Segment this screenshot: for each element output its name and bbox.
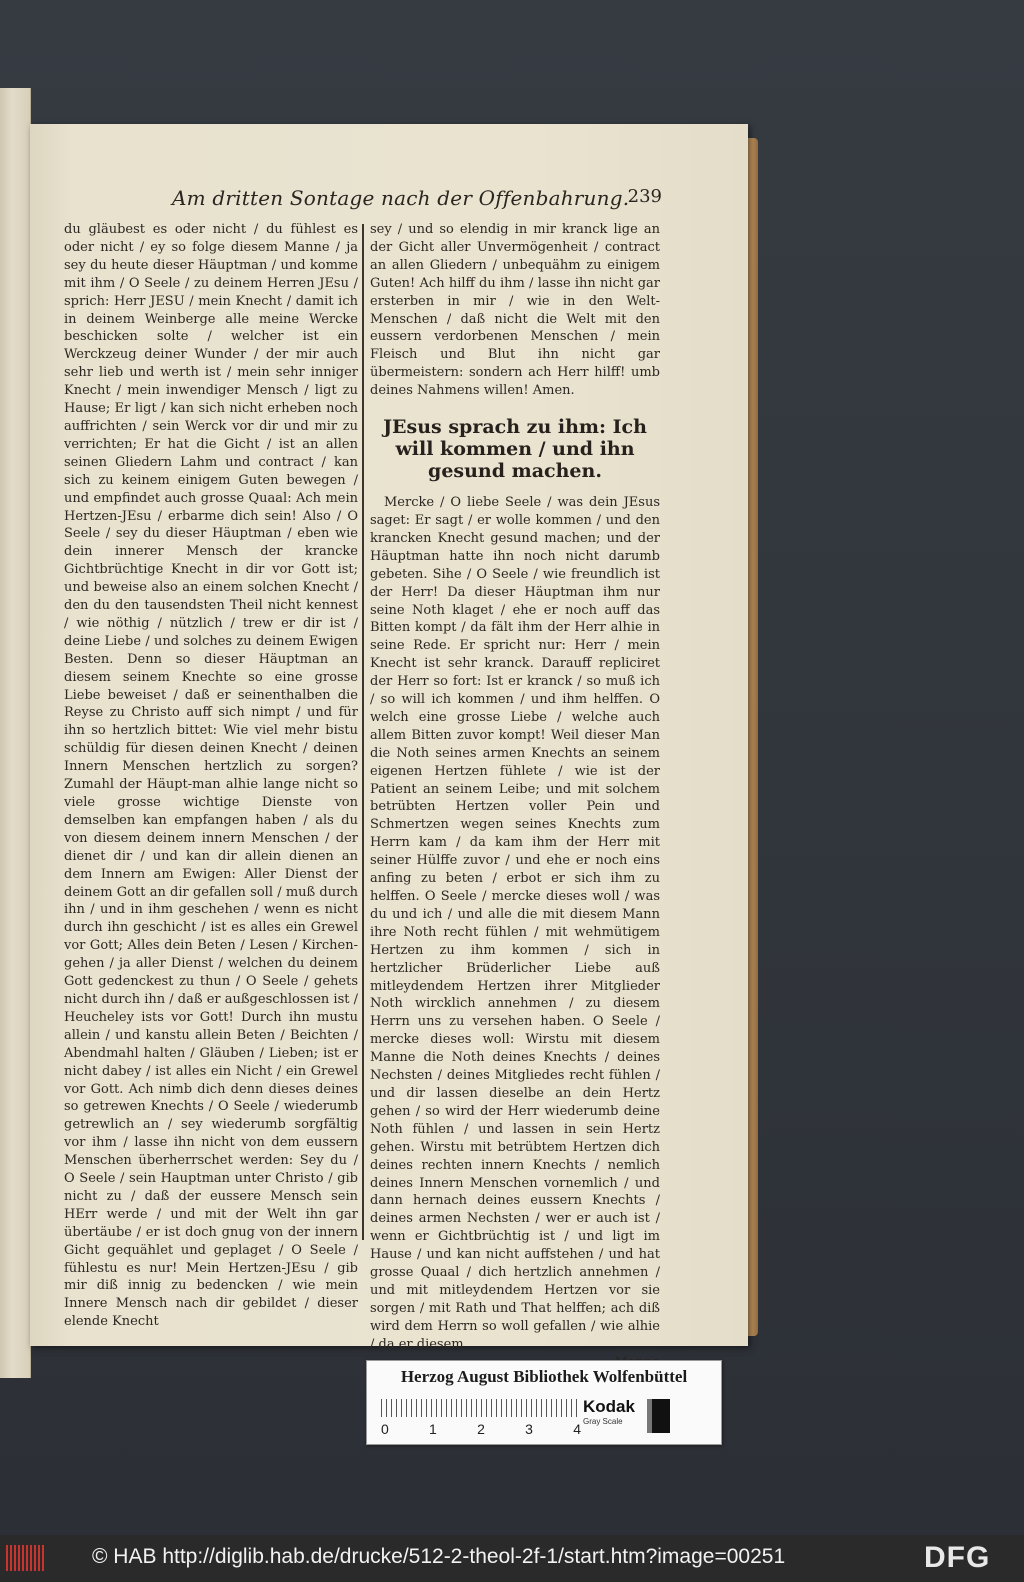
- footer-url[interactable]: © HAB http://diglib.hab.de/drucke/512-2-theol-2f-1/start.htm?image=00251: [92, 1545, 786, 1568]
- column-divider: [362, 224, 364, 1240]
- ruler-numbers: [381, 1421, 581, 1437]
- kodak-label: Kodak: [583, 1397, 635, 1416]
- footer-bar: [0, 1535, 1024, 1582]
- ruler-number: 4: [573, 1421, 581, 1437]
- ruler-number: 0: [381, 1421, 389, 1437]
- commentary-paragraph: Mercke / O liebe Seele / was dein JEsus saget: Er sagt / er wolle kommen / und den krancken Knecht gesund machen; und der Häuptman hatte ihn noch nicht darumb gebeten. Sihe / O Seele / wie freundlich ist der Herr! Da dieser Häuptman ihm nur seine Noth klaget / ehe er noch auff das Bitten kompt / da fält ihm der Herr alhie in seine Rede. Er spricht nur: Herr / mein Knecht ist sehr kranck. Darauff repliciret der Herr so fort: Ist er kranck / so muß ich / so will ich kommen / und ihm helffen. O welch eine grosse Liebe / welche auch allem Bitten zuvor kompt! Weil dieser Man die Noth seines armen Knechts an seinem eigenen Hertzen fühlete / wie ist der Patient an seinem Leibe; und mit solchem betrübten Hertzen voller Pein und Schmertzen wegen seines Knechts zum Herrn kam / da kam ihm der Herr mit seiner Hülffe zuvor / und ehe er noch eins anfing zu beten / erbot er sich ihm zu helffen. O Seele / mercke dieses woll / was du und ich / und alle die mit diesem Mann ihre Noth recht fühlen / mit wehmütigem Hertzen zu ihm kommen / sich in hertzlicher Brüderlicher Liebe auß mitleydendem Hertzen ihrer Mitglieder Noth wircklich annehmen / zu diesem Herrn uns zu versehen haben. O Seele / mercke dieses woll: Wirstu mit diesem Manne die Noth deines Knechts / deines Nechsten / deines Mitgliedes recht fühlen / und dir lassen dieselbe an dein Hertz gehen / so wird der Herr wiederumb deine Noth fühlen / und lassen in sein Hertz gehen. Wirstu mit betrübtem Hertzen dich deines rechten innern Knechts / nemlich deines Innern Menschen vornemlich / und dann hernach deines eussern Knechts / deines armen Nechsten / wer er auch ist / wenn er Gichtbrüchtig ist / und ligt im Hause / und kan nicht auffstehen / und hat grosse Quaal / dich hertzlich annehmen / und mit mitleydendem Hertzen vor sie sorgen / mit Rath und That helffen; ach diß wird dem Herrn so woll gefallen / wie alhie / da er diesem: [370, 495, 660, 1352]
- ruler-number: 3: [525, 1421, 533, 1437]
- gray-scale-label: Gray Scale: [583, 1417, 623, 1426]
- section-heading: JEsus sprach zu ihm: Ich will kommen / und ihn gesund machen.: [383, 416, 647, 483]
- closing-prayer: sey / und so elendig in mir kranck lige an der Gicht aller Unvermögenheit / contract an allen Gliedern / unbequähm zu einigem Guten! Ach hilff du ihm / lasse ihn nicht gar ersterben in mir / wie in den Welt-Menschen / daß nicht die Welt mit den eussern verdorbenen Menschen / mein Fleisch und Blut ihn nicht gar übermeistern: sondern ach Herr hilff! umb deines Nahmens willen! Amen.: [370, 222, 660, 399]
- ruler-scale: [381, 1399, 577, 1417]
- previous-page-edge: [0, 88, 31, 1378]
- left-column: [64, 221, 358, 1330]
- page-number: 239: [627, 186, 662, 207]
- hab-logo-icon: [6, 1545, 44, 1571]
- black-patch: [652, 1399, 670, 1433]
- left-column-text: du gläubest es oder nicht / du fühlest es oder nicht / ey so folge diesem Manne / ja sey du heute dieser Häuptman / und komme mit ihm / O Seele / zu deinem Herren JEsu / sprich: Herr JESU / mein Knecht / damit ich in deinem Weinberge alle meine Wercke beschicken solte / welcher ist ein Werckzeug deiner Wunder / der mir auch sehr lieb und werth ist / mein sehr inniger Knecht / mein inwendiger Mensch / ligt zu Hause; Er ligt / kan sich nicht erheben noch auffrichten / sein Werck vor dir und mir zu verrichten; Er hat die Gicht / ist an allen seinen Gliedern Lahm und contract / kan sich zu keinem einigem Guten bewegen / und empfindet auch grosse Quaal: Ach mein Hertzen-JEsu / erbarme dich sein! Also / O Seele / sey du dieser Häuptman / eben wie dein innerer Mensch der krancke Gichtbrüchtige Knecht in dir vor Gott ist; und beweise also an einem solchen Knecht / den du den tausendsten Theil nicht kennest / wie nöthig / nützlich / trew er dir ist / deine Liebe / und solches zu deinem Ewigen Besten. Denn so dieser Häuptman an diesem seinem Knechte so eine grosse Liebe beweiset / daß er seinenthalben die Reyse zu Christo auff sich nimpt / und für ihn so hertzlich bittet: Wie viel mehr bistu schüldig für diesen deinen Knecht / deinen Innern Menschen hertzlich zu sorgen? Zumahl der Häupt-man alhie lange nicht so viele grosse wichtige Dienste von demselben kan empfangen haben / als du von diesem deinem innern Menschen / der dienet dir / und kan dir allein dienen an dem Innern am Ewigen: Aller Dienst der deinem Gott an dir gefallen soll / muß durch ihn / und in ihm geschehen / wenn es nicht durch ihn geschicht / ist es alles ein Grewel vor Gott; Alles dein Beten / Lesen / Kirchen-gehen / ja aller Dienst / welchen du deinem Gott gedenckest zu thun / O Seele / gehets nicht durch ihn / daß er außgeschlossen ist / Heucheley ists vor Gott! Durch ihn mustu allein / und kanstu allein Beten / Beichten / Abendmahl halten / Gläuben / Lieben; ist er nicht dabey / ist alles ein Nicht / ein Grewel vor Gott. Ach nimb dich denn dieses deines so getrewen Knechts / O Seele / wiederumb getrewlich an / sey wiederumb sorgfältig vor ihm / lasse ihn nicht von dem eussern Menschen überherrschet werden: Sey du / O Seele / sein Hauptman unter Christo / gib nicht zu / daß der eussere Mensch sein HErr werde / und mit der Welt ihn gar übertäube / er ist doch gnug von der innern Gicht gequählet und geplaget / O Seele / fühlestu es nur! Mein Hertzen-JEsu / gib mir diß innig zu bedencken / wie mein Innere Mensch nach dir gebildet / dieser elende Knecht: [64, 222, 358, 1330]
- right-column: [370, 221, 660, 1352]
- ruler-number: 1: [429, 1421, 437, 1437]
- ruler-number: 2: [477, 1421, 485, 1437]
- page-header: [172, 186, 662, 218]
- dfg-logo: DFG: [924, 1541, 991, 1574]
- library-color-card: [366, 1360, 722, 1445]
- library-name: Herzog August Bibliothek Wolfenbüttel: [400, 1367, 688, 1386]
- running-title: Am dritten Sontage nach der Offenbahrung.: [172, 186, 630, 210]
